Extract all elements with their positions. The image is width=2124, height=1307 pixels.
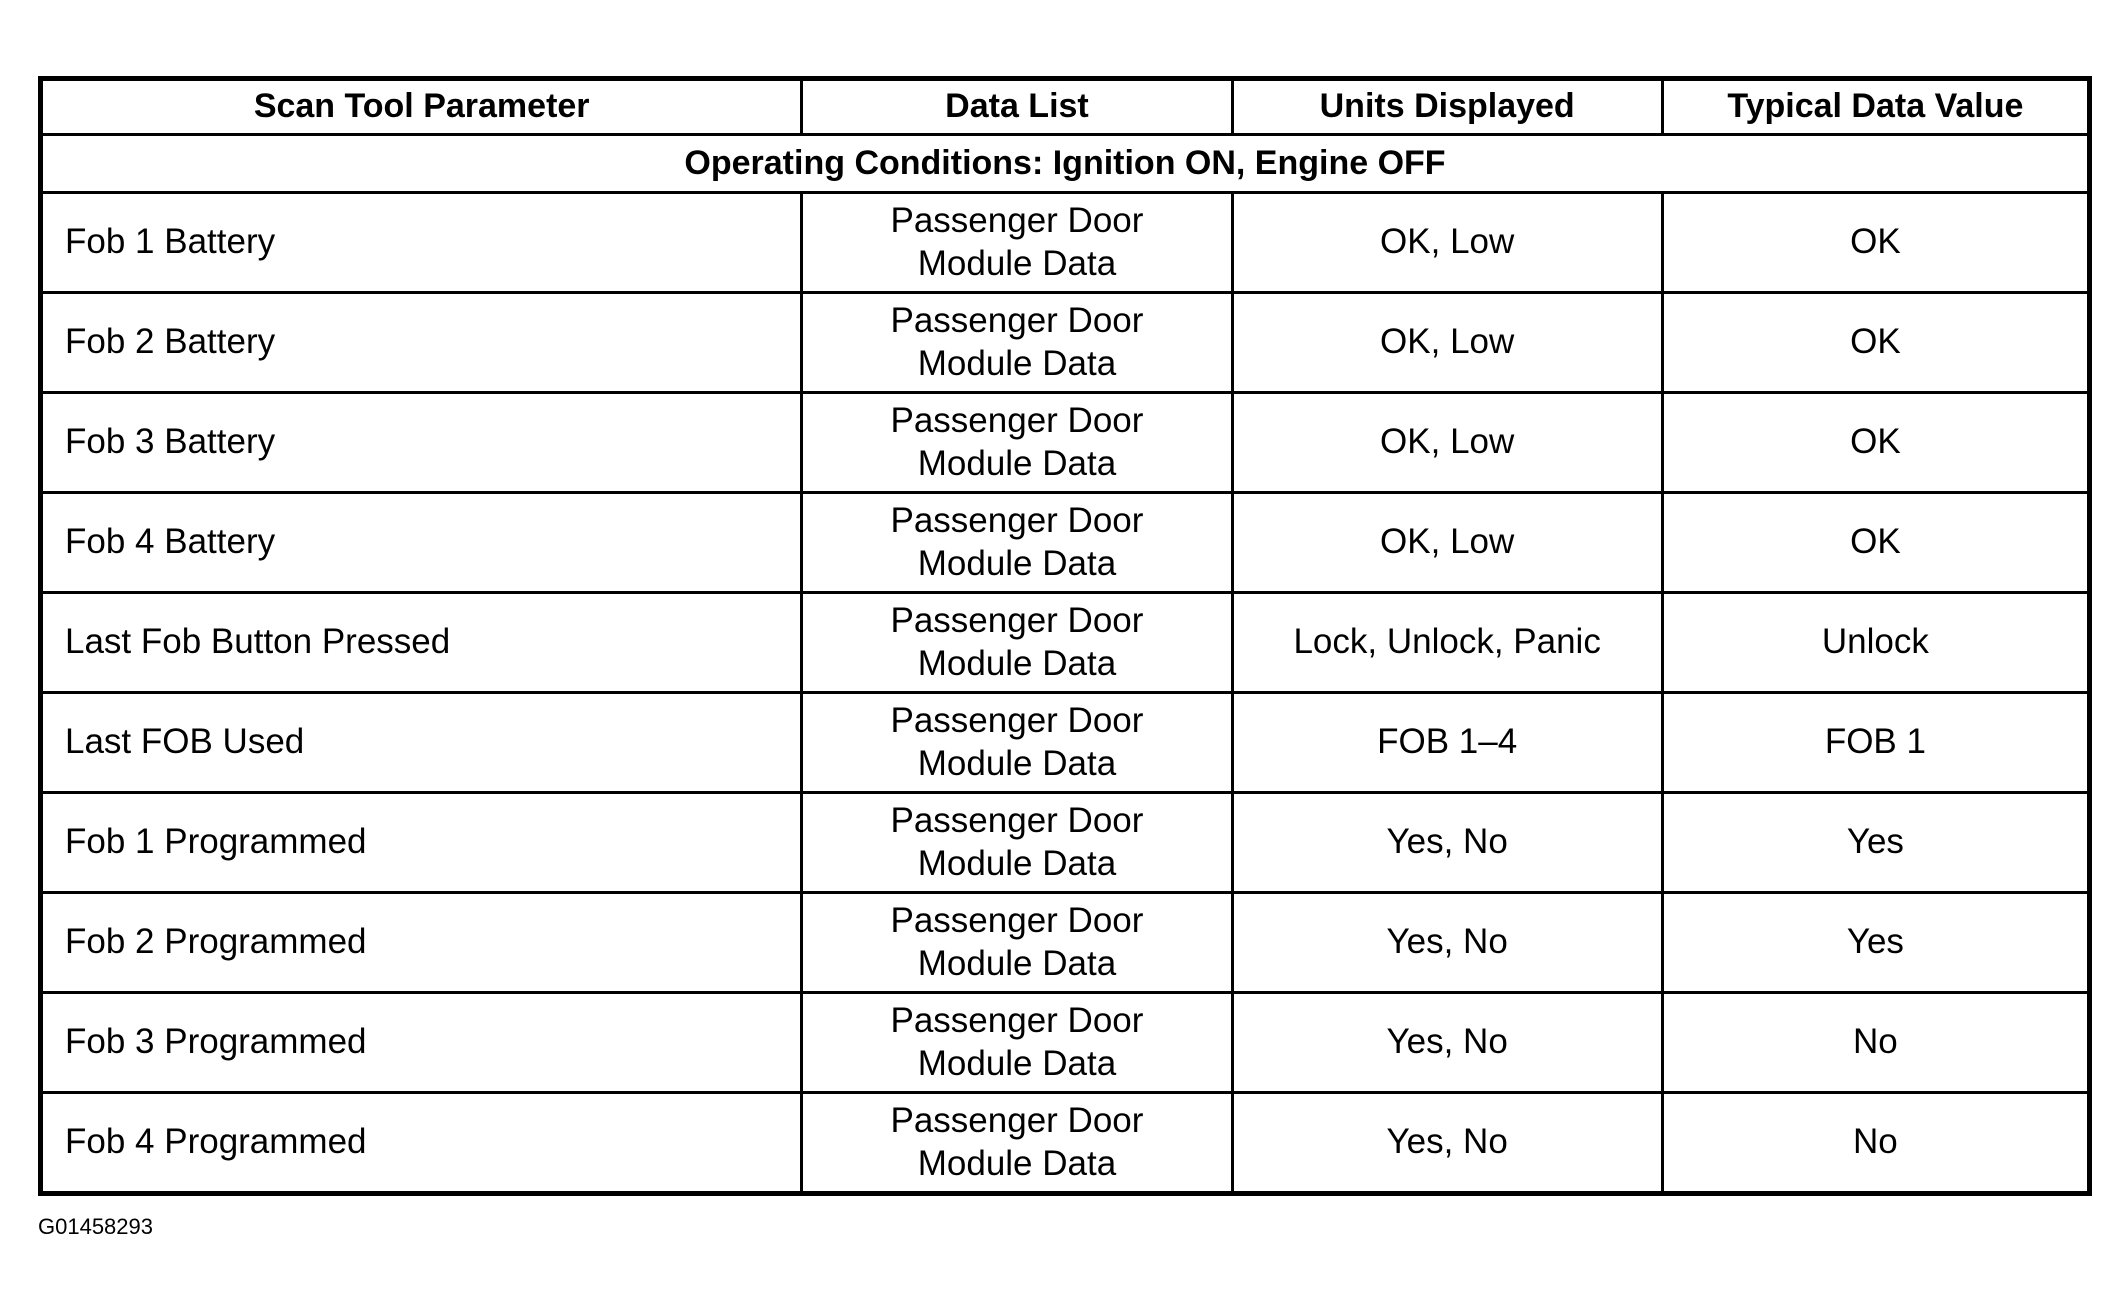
typical-value-cell: OK: [1662, 493, 2089, 593]
parameter-cell: Fob 4 Programmed: [41, 1093, 802, 1194]
data-list-line-1: Passenger Door: [890, 700, 1144, 740]
data-list-cell: [802, 893, 1232, 993]
typical-value-cell: Unlock: [1662, 593, 2089, 693]
typical-value-cell: OK: [1662, 193, 2089, 293]
typical-value-cell: FOB 1: [1662, 693, 2089, 793]
units-cell: Yes, No: [1232, 893, 1662, 993]
table-row: [41, 293, 2090, 393]
data-list-cell: [802, 793, 1232, 893]
data-list-cell: [802, 193, 1232, 293]
table-header-row: [41, 79, 2090, 135]
table-row: [41, 193, 2090, 293]
units-cell: Yes, No: [1232, 1093, 1662, 1194]
units-cell: Lock, Unlock, Panic: [1232, 593, 1662, 693]
units-cell: OK, Low: [1232, 193, 1662, 293]
units-cell: FOB 1–4: [1232, 693, 1662, 793]
table-row: [41, 993, 2090, 1093]
units-cell: Yes, No: [1232, 993, 1662, 1093]
data-list-line-1: Passenger Door: [890, 200, 1144, 240]
table-row: [41, 1093, 2090, 1194]
data-list-cell: [802, 593, 1232, 693]
data-list-cell: [802, 693, 1232, 793]
data-list-line-1: Passenger Door: [890, 1100, 1144, 1140]
typical-value-cell: OK: [1662, 293, 2089, 393]
data-list-line-1: Passenger Door: [890, 400, 1144, 440]
parameter-cell: Fob 2 Battery: [41, 293, 802, 393]
table-row: [41, 593, 2090, 693]
parameter-cell: Fob 1 Programmed: [41, 793, 802, 893]
data-list-line-1: Passenger Door: [890, 1000, 1144, 1040]
data-list-line-1: Passenger Door: [890, 800, 1144, 840]
data-list-cell: [802, 993, 1232, 1093]
parameter-cell: Last FOB Used: [41, 693, 802, 793]
units-cell: OK, Low: [1232, 293, 1662, 393]
header-typical-data-value: Typical Data Value: [1662, 79, 2089, 135]
data-list-line-1: Passenger Door: [890, 300, 1144, 340]
units-cell: OK, Low: [1232, 493, 1662, 593]
header-data-list: Data List: [802, 79, 1232, 135]
parameter-cell: Last Fob Button Pressed: [41, 593, 802, 693]
header-scan-tool-parameter: Scan Tool Parameter: [41, 79, 802, 135]
data-list-line-2: Module Data: [917, 543, 1117, 583]
parameter-cell: Fob 1 Battery: [41, 193, 802, 293]
header-units-displayed: Units Displayed: [1232, 79, 1662, 135]
data-list-line-2: Module Data: [917, 843, 1117, 883]
data-list-cell: [802, 293, 1232, 393]
data-list-line-1: Passenger Door: [890, 600, 1144, 640]
scan-tool-data-table: [38, 76, 2092, 1196]
parameter-cell: Fob 3 Battery: [41, 393, 802, 493]
typical-value-cell: Yes: [1662, 893, 2089, 993]
data-list-line-1: Passenger Door: [890, 900, 1144, 940]
data-list-line-2: Module Data: [917, 743, 1117, 783]
typical-value-cell: Yes: [1662, 793, 2089, 893]
data-list-line-2: Module Data: [917, 443, 1117, 483]
units-cell: Yes, No: [1232, 793, 1662, 893]
data-list-line-2: Module Data: [917, 243, 1117, 283]
operating-conditions-label: Operating Conditions: Ignition ON, Engine OFF: [41, 135, 2090, 193]
typical-value-cell: No: [1662, 993, 2089, 1093]
operating-conditions-row: [41, 135, 2090, 193]
data-list-line-2: Module Data: [917, 343, 1117, 383]
table-row: [41, 893, 2090, 993]
typical-value-cell: OK: [1662, 393, 2089, 493]
data-list-line-2: Module Data: [917, 943, 1117, 983]
units-cell: OK, Low: [1232, 393, 1662, 493]
data-list-line-1: Passenger Door: [890, 500, 1144, 540]
data-list-line-2: Module Data: [917, 1143, 1117, 1183]
data-list-line-2: Module Data: [917, 1043, 1117, 1083]
parameter-cell: Fob 4 Battery: [41, 493, 802, 593]
data-list-cell: [802, 393, 1232, 493]
table-row: [41, 693, 2090, 793]
parameter-cell: Fob 2 Programmed: [41, 893, 802, 993]
table-row: [41, 393, 2090, 493]
data-list-cell: [802, 493, 1232, 593]
table-row: [41, 793, 2090, 893]
parameter-cell: Fob 3 Programmed: [41, 993, 802, 1093]
table-row: [41, 493, 2090, 593]
data-list-cell: [802, 1093, 1232, 1194]
figure-id: G01458293: [38, 1214, 153, 1239]
data-list-line-2: Module Data: [917, 643, 1117, 683]
typical-value-cell: No: [1662, 1093, 2089, 1194]
